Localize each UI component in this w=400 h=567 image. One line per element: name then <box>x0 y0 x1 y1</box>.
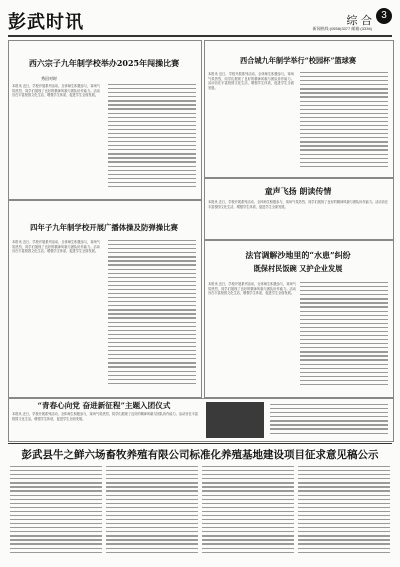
notice-title: 彭武县牛之鲜六场畜牧养殖有限公司标准化养殖基地建设项目征求意见稿公示 <box>21 449 379 461</box>
article-5-title: 法官调解沙地里的“水患”纠纷 <box>245 250 351 260</box>
notice-col-3 <box>202 466 294 558</box>
article-6-title: “青春心向党 奋进新征程”主题入团仪式 <box>37 401 171 410</box>
notice-col-1 <box>10 466 102 558</box>
newspaper-logo: 彭武时讯 <box>8 12 84 33</box>
masthead <box>8 6 392 34</box>
notice-col-4 <box>298 466 390 558</box>
article-1-body-left: 本报讯 近日，学校开展系列活动，全体师生积极参与，赛场气氛热烈，同学们展现了良好的精神风貌与团队协作能力。活动旨在丰富校园文化生活，增强学生体质，促进学生全面发展。 <box>12 84 100 98</box>
article-1-subhead: 秀田对时 <box>41 76 57 81</box>
article-5-body-left: 本报讯 近日，学校开展系列活动，全体师生积极参与，赛场气氛热烈，同学们展现了良好的精神风貌与团队协作能力。活动旨在丰富校园文化生活，增强学生体质，促进学生全面发展。 <box>208 282 296 296</box>
article-1-title: 西六宗子九年制学校举办2025年闯操比赛 <box>28 58 180 68</box>
section-name: 综 合 <box>346 14 372 27</box>
article-6-body: 本报讯 近日，学校开展系列活动，全体师生积极参与，赛场气氛热烈，同学们展现了良好的精神风貌与团队协作能力。活动旨在丰富校园文化生活，增强学生体质，促进学生全面发展。 <box>12 412 198 421</box>
masthead-rule <box>8 35 392 37</box>
public-notice <box>8 443 392 562</box>
article-4-title: 童声飞扬 朗读传情 <box>264 186 332 196</box>
notice-col-2 <box>106 466 198 558</box>
article-5-body-right <box>300 282 388 392</box>
article-2-title: 西合城九年制学举行“校园杯”篮球赛 <box>239 56 357 65</box>
article-3-body-left: 本报讯 近日，学校开展系列活动，全体师生积极参与，赛场气氛热烈，同学们展现了良好的精神风貌与团队协作能力。活动旨在丰富校园文化生活，增强学生体质，促进学生全面发展。 <box>12 240 100 254</box>
article-2-body-left: 本报讯 近日，学校开展系列活动，全体师生积极参与，赛场气氛热烈，同学们展现了良好的精神风貌与团队协作能力。活动旨在丰富校园文化生活，增强学生体质，促进学生全面发展。 <box>208 72 294 90</box>
article-6-body-right <box>270 404 388 438</box>
article-2-body-right <box>300 72 388 172</box>
page-number: 3 <box>376 8 392 24</box>
issue-line: 新闻热线:(0558)3377 邮箱:(3336) <box>312 26 372 31</box>
article-3-title: 四年子九年制学校开展广播体操及防弹操比赛 <box>30 223 178 232</box>
article-6-photo <box>206 402 264 438</box>
article-1-body-right <box>108 84 196 194</box>
article-5-subtitle: 既保村民饭碗 又护企业发展 <box>253 264 343 273</box>
article-3-body-right <box>108 240 196 392</box>
article-4-body: 本报讯 近日，学校开展系列活动，全体师生积极参与，赛场气氛热烈，同学们展现了良好的精神风貌与团队协作能力。活动旨在丰富校园文化生活，增强学生体质，促进学生全面发展。 <box>208 200 388 209</box>
